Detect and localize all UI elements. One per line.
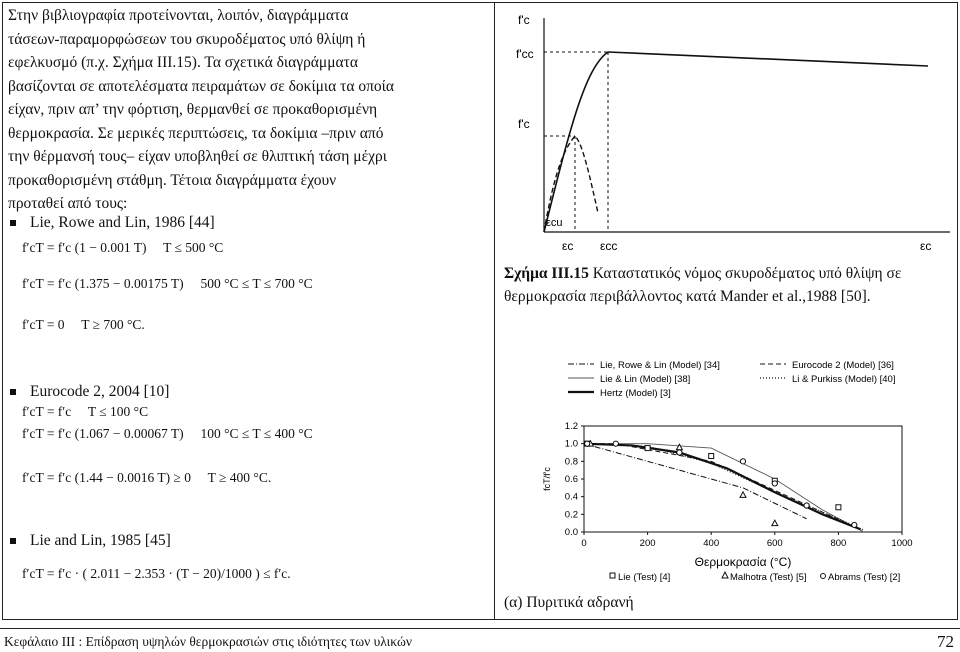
- y-axis-label: fcT/f'c: [542, 467, 552, 491]
- y-tick-label: 0.0: [564, 527, 578, 538]
- legend-label: Lie (Test) [4]: [618, 572, 671, 583]
- data-point-circle: [804, 503, 809, 508]
- confined-curve: [544, 52, 928, 232]
- intro-paragraph: [8, 4, 464, 216]
- caption-text: Καταστατικός νόμος σκυροδέματος υπό θλίψη σε θερμοκρασία περιβάλλοντος κατά Mander et al.,1988 [50].: [504, 265, 902, 305]
- equation-ec-2: f′cT = f′c (1.067 − 0.00067 T) 100 °C ≤ T ≤ 400 °C: [22, 426, 313, 441]
- bullet-lie-rowe-lin: [10, 214, 215, 232]
- data-point-square: [645, 446, 650, 451]
- x-tick-label: 600: [766, 538, 783, 549]
- x-label-ec2: εc: [920, 239, 932, 253]
- bullet-square-icon: [10, 538, 16, 544]
- bullet-eurocode: [10, 383, 169, 401]
- data-point-square: [709, 454, 714, 459]
- bullet-label: Eurocode 2, 2004 [10]: [30, 383, 170, 400]
- series-line: [584, 444, 864, 531]
- figure-subcaption: (α) Πυριτικά αδρανή: [504, 594, 634, 611]
- paragraph-line: είχαν, πριν απ’ την φόρτιση, θερμανθεί σε προκαθορισμένη: [8, 101, 378, 118]
- legend-label: Malhotra (Test) [5]: [730, 572, 807, 583]
- ecu-label: εcu: [546, 217, 563, 229]
- x-label-ecc: εcc: [600, 239, 618, 253]
- x-label-ec: εc: [562, 239, 574, 253]
- y-label-fcc: f'cc: [516, 47, 534, 61]
- data-point-triangle: [676, 444, 682, 450]
- y-tick-label: 0.6: [564, 474, 578, 485]
- x-axis-label: Θερμοκρασία (°C): [694, 555, 792, 569]
- equation-ll-1: f′cT = f′c · ( 2.011 − 2.353 · (T − 20)/1000 ) ≤ f′c.: [22, 566, 291, 581]
- y-label-fc: f'c: [518, 13, 530, 27]
- legend-label: Lie & Lin (Model) [38]: [600, 374, 691, 385]
- bullet-lie-lin: [10, 532, 171, 550]
- data-point-circle: [852, 522, 857, 527]
- bullet-square-icon: [10, 389, 16, 395]
- y-tick-label: 0.4: [564, 491, 578, 503]
- paragraph-line: προταθεί από τους:: [8, 195, 128, 212]
- stress-strain-figure: [510, 8, 956, 258]
- legend-label: Eurocode 2 (Model) [36]: [792, 360, 894, 371]
- data-point-circle: [772, 481, 777, 486]
- y-tick-label: 1.2: [564, 421, 578, 432]
- page-number: 72: [937, 632, 954, 651]
- legend-marker: [610, 573, 615, 578]
- paragraph-line: προκαθορισμένη στάθμη. Τέτοια διαγράμματα έχουν: [8, 171, 337, 189]
- data-point-circle: [585, 441, 590, 446]
- y-tick-label: 0.2: [564, 509, 578, 521]
- data-point-triangle: [740, 492, 746, 498]
- x-tick-label: 0: [581, 538, 587, 549]
- equation-lrl-3: f′cT = 0 T ≥ 700 °C.: [22, 317, 145, 332]
- paragraph-line: θερμοκρασία. Σε μερικές περιπτώσεις, τα δοκίμια –πριν από: [8, 124, 384, 142]
- series-line: [584, 444, 864, 532]
- data-point-circle: [740, 459, 745, 464]
- legend-label: Hertz (Model) [3]: [600, 388, 671, 399]
- paragraph-line: τάσεων-παραμορφώσεων του σκυροδέματος υπό θλίψη ή: [8, 30, 366, 48]
- equation-ec-3: f′cT = f′c (1.44 − 0.0016 T) ≥ 0 T ≥ 400 °C.: [22, 470, 272, 485]
- x-tick-label: 1000: [891, 538, 913, 549]
- column-divider: [494, 2, 495, 620]
- x-tick-label: 800: [830, 538, 847, 549]
- bullet-label: Lie, Rowe and Lin, 1986 [44]: [30, 214, 215, 231]
- series-line: [584, 444, 854, 527]
- x-tick-label: 400: [703, 538, 720, 549]
- data-point-triangle: [772, 520, 778, 526]
- figure-caption: [504, 262, 954, 308]
- series-line: [584, 444, 861, 530]
- paragraph-line: την θέρμανσή τους– είχαν υποβληθεί σε θλιπτική τάση μέχρι: [8, 148, 387, 165]
- x-tick-label: 200: [639, 538, 656, 549]
- legend-marker: [722, 572, 728, 578]
- y-tick-label: 1.0: [564, 438, 578, 450]
- bullet-label: Lie and Lin, 1985 [45]: [30, 532, 171, 549]
- legend-label: Abrams (Test) [2]: [828, 572, 901, 583]
- legend-marker: [821, 574, 826, 579]
- bullet-square-icon: [10, 220, 16, 226]
- data-point-circle: [613, 441, 618, 446]
- footer-line: [0, 628, 960, 629]
- temperature-strength-chart: [510, 352, 950, 590]
- equation-lrl-2: f′cT = f′c (1.375 − 0.00175 T) 500 °C ≤ T ≤ 700 °C: [22, 276, 313, 291]
- paragraph-line: Στην βιβλιογραφία προτείνονται, λοιπόν, διαγράμματα: [8, 7, 349, 24]
- paragraph-line: βασίζονται σε αποτελέσματα πειραμάτων σε δοκίμια τα οποία: [8, 77, 394, 95]
- y-tick-label: 0.8: [564, 456, 578, 468]
- equation-lrl-1: f′cT = f′c (1 − 0.001 T) T ≤ 500 °C: [22, 240, 224, 255]
- legend-label: Li & Purkiss (Model) [40]: [792, 374, 896, 385]
- paragraph-line: εφελκυσμό (π.χ. Σχήμα ΙΙΙ.15). Τα σχετικά διαγράμματα: [8, 54, 359, 71]
- plot-frame: [584, 426, 902, 532]
- legend-label: Lie, Rowe & Lin (Model) [34]: [600, 360, 720, 371]
- data-point-square: [836, 505, 841, 510]
- equation-ec-1: f′cT = f′c T ≤ 100 °C: [22, 404, 149, 419]
- caption-label: Σχήμα ΙΙΙ.15: [504, 265, 589, 282]
- y-label-fc2: f'c: [518, 117, 530, 131]
- data-point-circle: [677, 450, 682, 455]
- footer-chapter: Κεφάλαιο ΙΙΙ : Επίδραση υψηλών θερμοκρασιών στις ιδιότητες των υλικών: [4, 634, 412, 649]
